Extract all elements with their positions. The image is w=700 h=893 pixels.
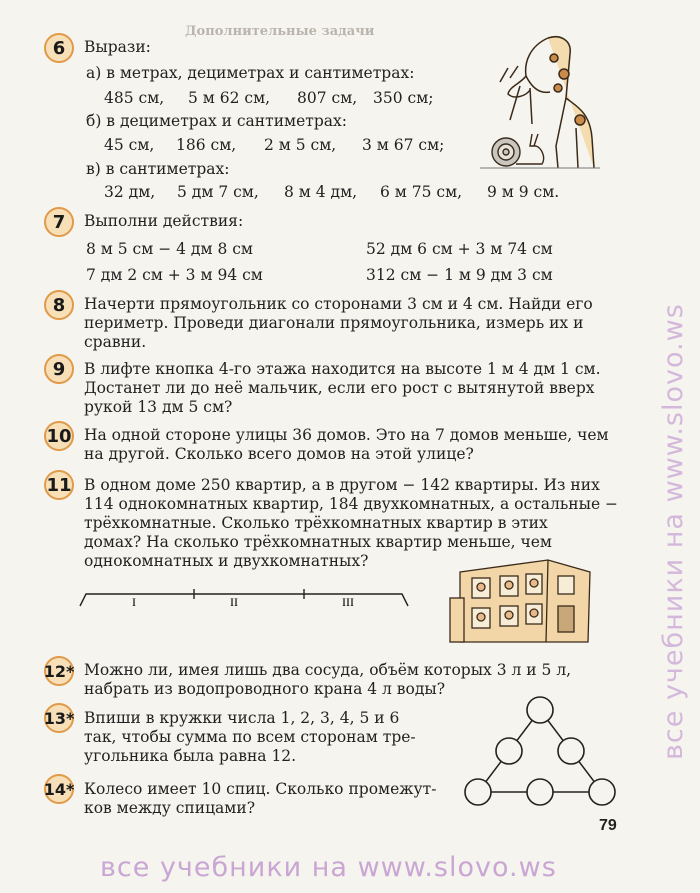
number-circle	[527, 779, 553, 805]
value: 32 дм,	[104, 183, 156, 201]
task-number-badge: 7	[44, 207, 74, 237]
triangle-circles-diagram	[458, 694, 620, 812]
task-title: Вырази:	[84, 38, 151, 56]
task-number-badge: 6	[44, 33, 74, 63]
operation: 8 м 5 см − 4 дм 8 см	[86, 240, 253, 258]
task-line: трёхкомнатные. Сколько трёхкомнатных квартир в этих	[84, 514, 548, 532]
task-line: рукой 13 дм 5 см?	[84, 398, 233, 416]
task-number-badge: 8	[44, 290, 74, 320]
value: 45 см,	[104, 136, 155, 154]
task-line: В одном доме 250 квартир, а в другом − 142 квартиры. Из них	[84, 476, 600, 494]
value: 186 см,	[176, 136, 237, 154]
task-line: угольника была равна 12.	[84, 747, 297, 765]
value: 350 см;	[373, 89, 434, 107]
task-line: на другой. Сколько всего домов на этой улице?	[84, 445, 474, 463]
task-line: Впиши в кружки числа 1, 2, 3, 4, 5 и 6	[84, 709, 400, 727]
giraffe-snail-illustration	[470, 28, 610, 173]
segment-label: II	[230, 595, 238, 609]
value-row	[104, 183, 559, 201]
task-number-badge: 13*	[44, 703, 74, 733]
task-number-badge: 11	[44, 470, 74, 500]
task-number-badge: 9	[44, 354, 74, 384]
number-circle	[465, 779, 491, 805]
value: 5 м 62 см,	[188, 89, 271, 107]
task-number-badge: 12*	[44, 656, 74, 686]
task-line: Колесо имеет 10 спиц. Сколько промежут-	[84, 780, 437, 798]
number-circle	[558, 738, 584, 764]
task-line: На одной стороне улицы 36 домов. Это на 7 домов меньше, чем	[84, 426, 609, 444]
task-line: Можно ли, имея лишь два сосуда, объём которых 3 л и 5 л,	[84, 661, 572, 679]
value: 807 см,	[297, 89, 358, 107]
task-line: Начерти прямоугольник со сторонами 3 см и 4 см. Найди его	[84, 295, 593, 313]
number-circle	[496, 738, 522, 764]
value: 2 м 5 см,	[264, 136, 337, 154]
task-line: однокомнатных и двухкомнатных?	[84, 552, 369, 570]
operation: 7 дм 2 см + 3 м 94 см	[86, 266, 263, 284]
number-circle	[589, 779, 615, 805]
faded-header: Дополнительные задачи	[185, 24, 375, 39]
task-line: сравни.	[84, 333, 147, 351]
operation: 312 см − 1 м 9 дм 3 см	[366, 266, 553, 284]
task-line: домах? На сколько трёхкомнатных квартир меньше, чем	[84, 533, 552, 551]
task-number-badge: 14*	[44, 774, 74, 804]
segment-diagram	[76, 586, 416, 616]
value: 8 м 4 дм,	[284, 183, 358, 201]
value: 3 м 67 см;	[362, 136, 445, 154]
subtask-label: в) в сантиметрах:	[86, 160, 230, 178]
task-line: набрать из водопроводного крана 4 л воды?	[84, 680, 446, 698]
value: 6 м 75 см,	[380, 183, 463, 201]
segment-label: III	[342, 595, 354, 609]
value: 5 дм 7 см,	[177, 183, 259, 201]
task-title: Выполни действия:	[84, 212, 244, 230]
task-line: Достанет ли до неё мальчик, если его рост с вытянутой вверх	[84, 379, 595, 397]
segment-label: I	[132, 595, 136, 609]
page-number: 79	[599, 817, 617, 834]
subtask-label: б) в дециметрах и сантиметрах:	[86, 112, 347, 130]
value: 9 м 9 см.	[487, 183, 560, 201]
task-line: В лифте кнопка 4-го этажа находится на высоте 1 м 4 дм 1 см.	[84, 360, 601, 378]
task-number-badge: 10	[44, 421, 74, 451]
value: 485 см,	[104, 89, 165, 107]
watermark-side: все учебники на www.slovo.ws	[658, 303, 689, 760]
task-line: 114 однокомнатных квартир, 184 двухкомнатных, а остальные −	[84, 495, 619, 513]
task-line: периметр. Проведи диагонали прямоугольника, измерь их и	[84, 314, 584, 332]
task-line: так, чтобы сумма по всем сторонам тре-	[84, 728, 416, 746]
value-row	[104, 89, 433, 107]
subtask-label: а) в метрах, дециметрах и сантиметрах:	[86, 64, 415, 82]
task-line: ков между спицами?	[84, 799, 255, 817]
number-circle	[527, 697, 553, 723]
operation: 52 дм 6 см + 3 м 74 см	[366, 240, 553, 258]
house-illustration	[448, 554, 598, 646]
value-row	[104, 136, 444, 154]
watermark-bottom: все учебники на www.slovo.ws	[100, 852, 557, 883]
